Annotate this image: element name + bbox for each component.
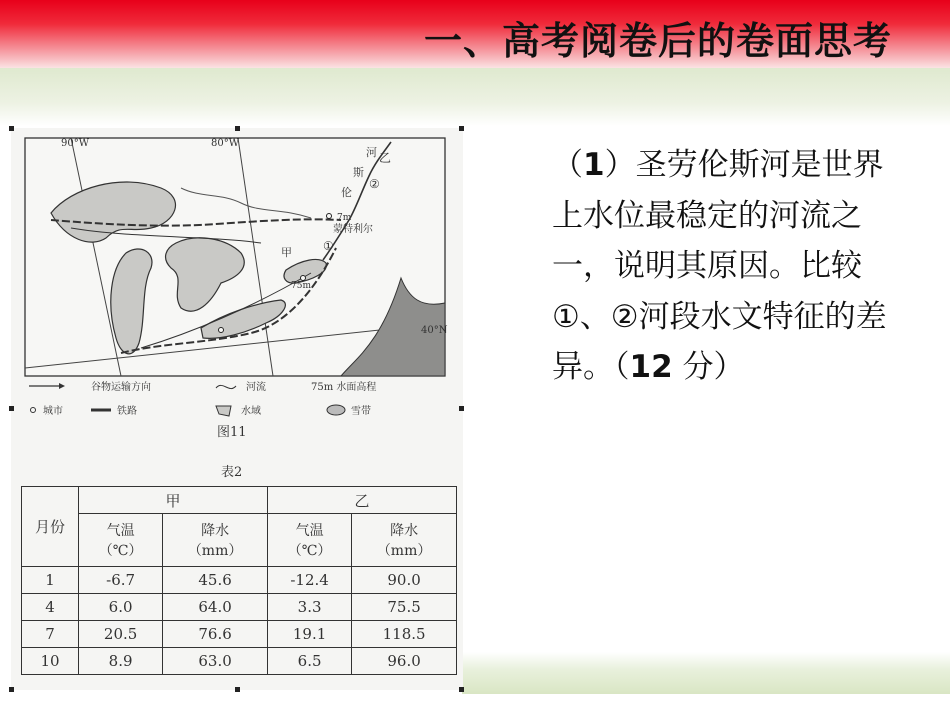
table-cell: 64.0 [163, 594, 268, 621]
col-header: 气温 （℃） [79, 514, 163, 567]
table-cell: 6.5 [267, 648, 351, 675]
place-yi: 乙 [379, 151, 392, 165]
question-text: （1）圣劳伦斯河是世界上水位最稳定的河流之一，说明其原因。比较①、②河段水文特征的差异。（12 分） [552, 147, 887, 385]
footer-band [462, 652, 950, 694]
table-row [22, 567, 457, 594]
elevation-75m: 75m [291, 281, 311, 291]
col-header: 气温 （℃） [267, 514, 351, 567]
table-cell: 8.9 [79, 648, 163, 675]
col-header: 降水 （mm） [163, 514, 268, 567]
slide-title: 一、高考阅卷后的卷面思考 [423, 19, 892, 63]
place-jia: 甲 [281, 246, 292, 259]
resize-handle-br[interactable] [459, 687, 464, 692]
map-legend [29, 380, 376, 417]
group-header-yi: 乙 [267, 487, 456, 514]
legend-rail: 铁路 [117, 406, 137, 417]
lat-label-40: 40°N [421, 325, 448, 336]
table-cell: 6.0 [79, 594, 163, 621]
legend-snow: 雪带 [351, 406, 371, 417]
month-header: 月份 [22, 487, 79, 567]
river-name-3: 伦 [341, 186, 352, 199]
resize-handle-tr[interactable] [459, 126, 464, 131]
resize-handle-mr[interactable] [459, 406, 464, 411]
table-row [22, 594, 457, 621]
table-cell: 90.0 [352, 567, 457, 594]
table-cell: 4 [22, 594, 79, 621]
exam-figure-image[interactable] [11, 128, 463, 690]
resize-handle-tc[interactable] [235, 126, 240, 131]
table-cell: 7 [22, 621, 79, 648]
city-montreal: 蒙特利尔 [333, 224, 373, 235]
table-cell: 1 [22, 567, 79, 594]
table-cell: 10 [22, 648, 79, 675]
figure-caption: 图11 [217, 425, 247, 440]
table-cell: 75.5 [352, 594, 457, 621]
table-cell: 20.5 [79, 621, 163, 648]
table-cell: -12.4 [267, 567, 351, 594]
table-cell: 63.0 [163, 648, 268, 675]
resize-handle-ml[interactable] [9, 406, 14, 411]
legend-river: 河流 [246, 382, 266, 393]
table-caption: 表2 [221, 465, 243, 478]
table-row [22, 621, 457, 648]
table-cell: 76.6 [163, 621, 268, 648]
table-row [22, 648, 457, 675]
marker-2: ② [369, 177, 380, 191]
resize-handle-tl[interactable] [9, 126, 14, 131]
legend-water: 水域 [241, 406, 261, 417]
table-cell: 3.3 [267, 594, 351, 621]
river-name-2: 斯 [353, 166, 364, 179]
legend-elevation: 75m 水面高程 [311, 382, 377, 393]
lon-label-90: 90°W [61, 138, 90, 149]
table-cell: 96.0 [352, 648, 457, 675]
legend-grain: 谷物运输方向 [91, 382, 151, 393]
marker-1: ① [323, 239, 334, 253]
col-header: 降水 （mm） [352, 514, 457, 567]
table-cell: 45.6 [163, 567, 268, 594]
legend-city: 城市 [43, 406, 63, 417]
table-cell: 19.1 [267, 621, 351, 648]
resize-handle-bc[interactable] [235, 687, 240, 692]
great-lakes-map [11, 128, 463, 478]
climate-table [21, 486, 457, 675]
elevation-7m: 7m [337, 213, 352, 223]
lon-label-80: 80°W [211, 138, 240, 149]
group-header-jia: 甲 [79, 487, 268, 514]
resize-handle-bl[interactable] [9, 687, 14, 692]
river-name-1: 河 [366, 146, 377, 159]
table-cell: 118.5 [352, 621, 457, 648]
subtitle-band [0, 68, 950, 126]
table-cell: -6.7 [79, 567, 163, 594]
